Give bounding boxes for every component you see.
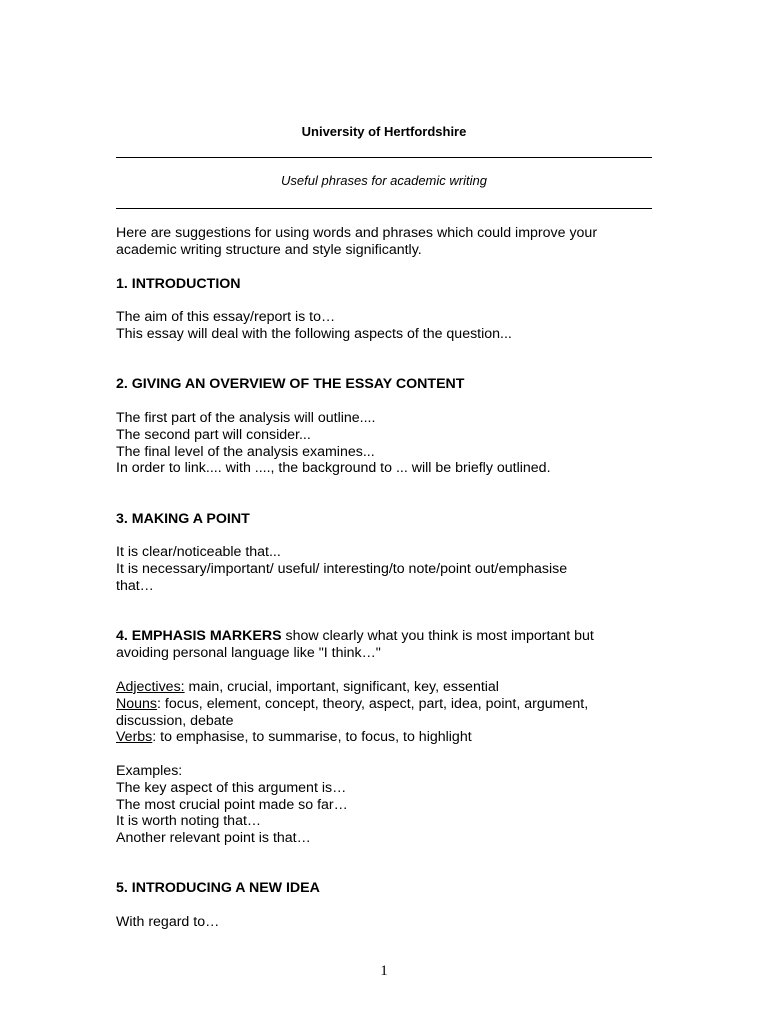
section-4-heading-rest: show clearly what you think is most important but — [281, 628, 594, 644]
adjectives-label: Adjectives: — [116, 679, 185, 695]
verbs-label: Verbs — [116, 729, 153, 746]
section-4-heading: 4. EMPHASIS MARKERS — [116, 628, 282, 644]
section-2-line: In order to link.... with ...., the background to ... will be briefly outlined. — [116, 460, 551, 477]
example-line: The most crucial point made so far… — [116, 796, 348, 813]
intro-line-2: academic writing structure and style significantly. — [116, 241, 422, 258]
adjectives-text: main, crucial, important, significant, key, essential — [184, 679, 499, 695]
section-2-heading: 2. GIVING AN OVERVIEW OF THE ESSAY CONTENT — [116, 376, 465, 392]
section-3-line: It is clear/noticeable that... — [116, 544, 281, 560]
document-subtitle: Useful phrases for academic writing — [281, 173, 487, 188]
example-line: It is worth noting that… — [116, 813, 262, 830]
nouns-line-2: discussion, debate — [116, 712, 234, 729]
section-4-word-lists — [116, 679, 656, 746]
section-3-line: It is necessary/important/ useful/ interesting/to note/point out/emphasise — [116, 560, 568, 577]
section-5-line: With regard to… — [116, 914, 220, 930]
bottom-rule — [116, 208, 652, 209]
section-3-heading: 3. MAKING A POINT — [116, 511, 250, 527]
section-5-body — [116, 914, 656, 931]
example-line: The key aspect of this argument is… — [116, 779, 347, 796]
page-number: 1 — [380, 963, 388, 979]
section-3-body — [116, 544, 656, 594]
section-4-line-2: avoiding personal language like "I think…" — [116, 644, 381, 661]
verbs-text: : to emphasise, to summarise, to focus, to highlight — [152, 729, 472, 746]
section-1-body — [116, 309, 656, 343]
section-2-line: The first part of the analysis will outline.... — [116, 410, 376, 426]
nouns-label: Nouns — [116, 695, 158, 712]
verbs-line — [116, 729, 656, 746]
section-2-body — [116, 410, 656, 477]
section-1-heading: 1. INTRODUCTION — [116, 276, 241, 292]
example-line: Another relevant point is that… — [116, 830, 311, 847]
nouns-text: : focus, element, concept, theory, aspect, part, idea, point, argument, — [157, 695, 589, 712]
top-rule — [116, 157, 652, 158]
section-1-line: The aim of this essay/report is to… — [116, 309, 336, 325]
section-2-line: The second part will consider... — [116, 426, 311, 443]
examples-label: Examples: — [116, 763, 183, 779]
section-4-examples — [116, 763, 656, 847]
adjectives-line — [116, 679, 656, 696]
university-title: University of Hertfordshire — [301, 124, 467, 139]
nouns-line — [116, 696, 656, 713]
section-2-line: The final level of the analysis examines... — [116, 443, 375, 460]
section-1-line: This essay will deal with the following aspects of the question... — [116, 325, 512, 342]
intro-paragraph — [116, 225, 656, 259]
section-5-heading: 5. INTRODUCING A NEW IDEA — [116, 880, 320, 896]
section-3-line: that… — [116, 577, 154, 594]
section-4-heading-line — [116, 628, 656, 645]
intro-line-1: Here are suggestions for using words and phrases which could improve your — [116, 225, 598, 241]
section-4-intro — [116, 628, 656, 662]
